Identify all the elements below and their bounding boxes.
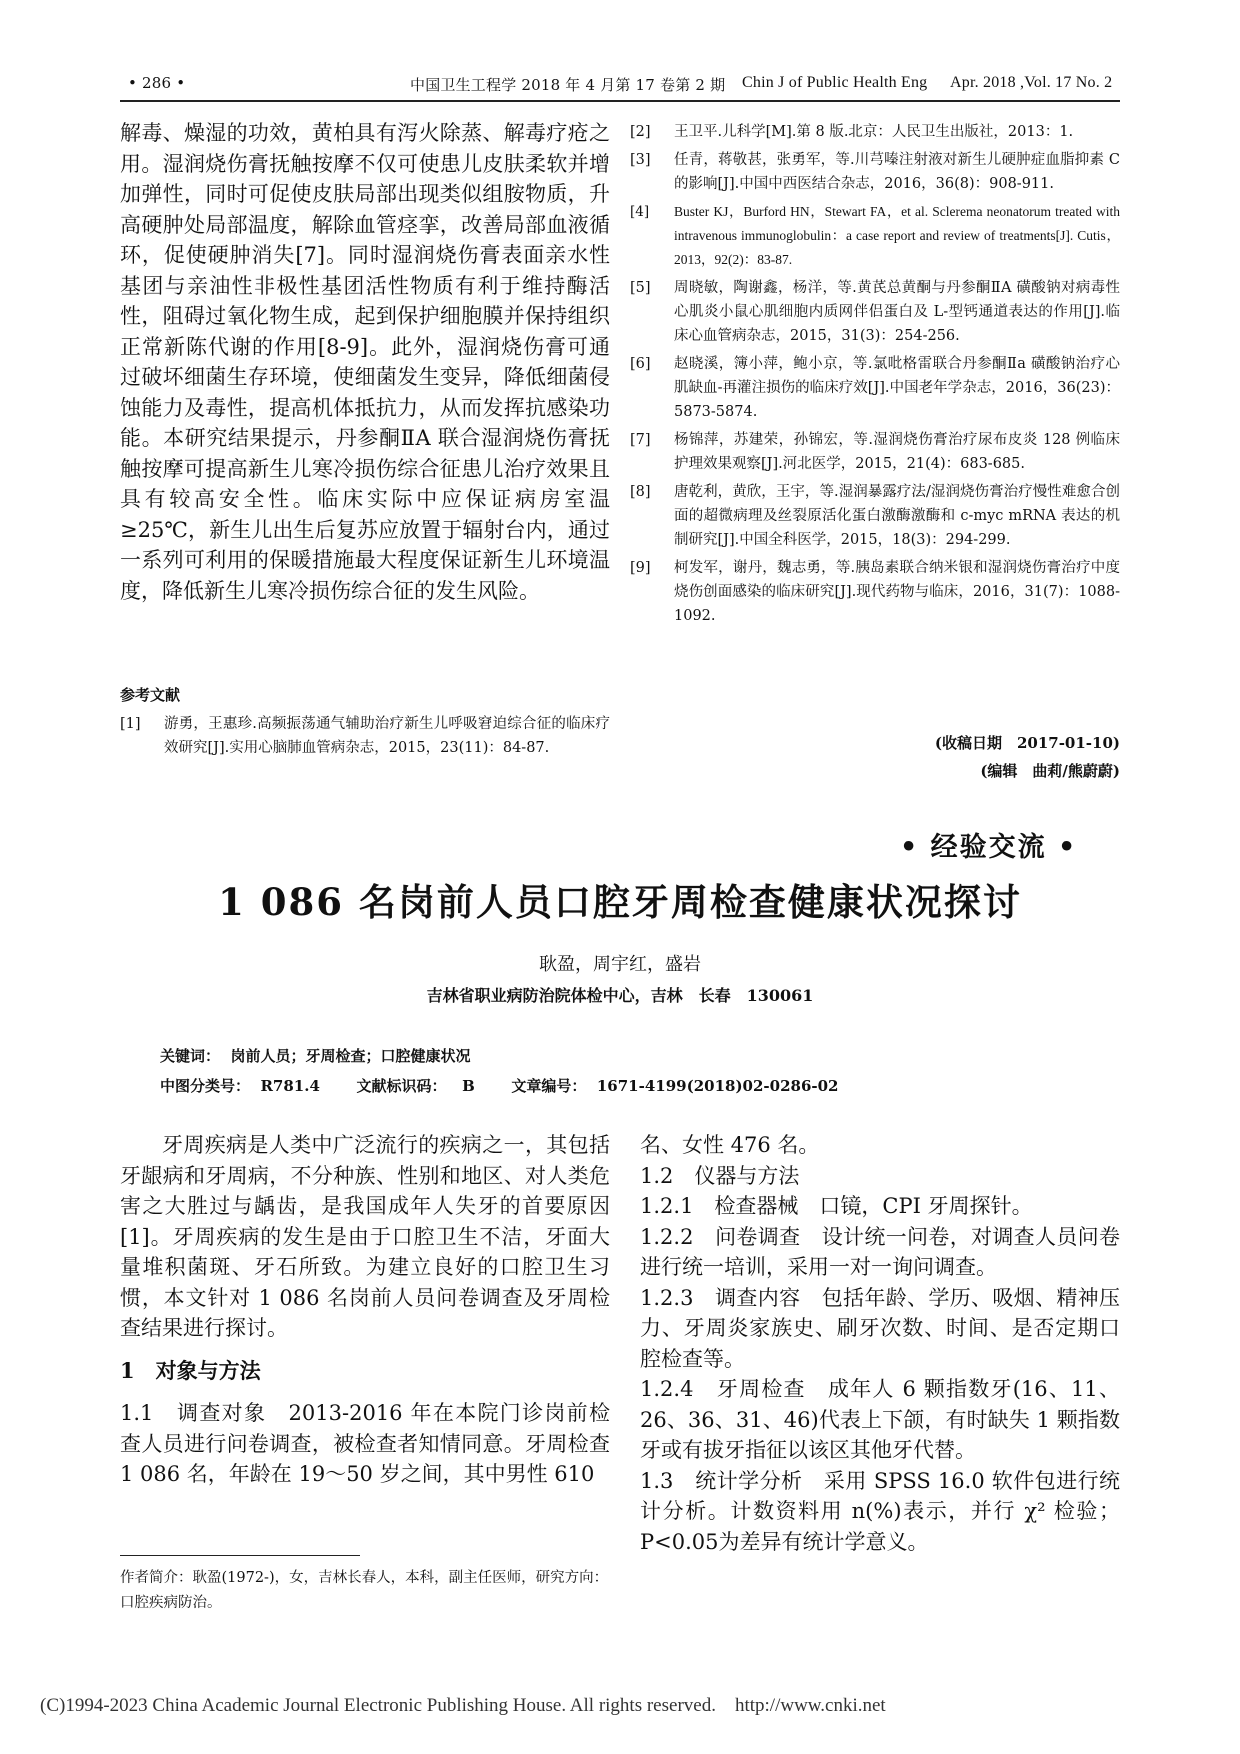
reference-number: [4] (630, 204, 650, 220)
reference-item (630, 120, 1120, 144)
article-left-column (120, 1130, 610, 1490)
footnote-rule (120, 1555, 360, 1556)
reference-item (120, 712, 610, 760)
journal-title-cn: 中国卫生工程学 2018 年 4 月第 17 卷第 2 期 (410, 76, 726, 94)
keywords-value: 岗前人员；牙周检查；口腔健康状况 (230, 1047, 471, 1065)
section-1-2-1: 1.2.1 检查器械 口镜，CPI 牙周探针。 (640, 1194, 1033, 1218)
reference-number: [7] (630, 432, 651, 448)
classification-line (160, 1075, 839, 1096)
intro-paragraph: 牙周疾病是人类中广泛流行的疾病之一，其包括牙龈病和牙周病，不分种族、性别和地区、对人类危害之大胜过与龋齿，是我国成年人失牙的首要原因[1]。牙周疾病的发生是由于口腔卫生不洁，牙面大量堆积菌斑、牙石所致。为建立良好的口腔卫生习惯，本文针对 1 086 名岗前人员问卷调查及牙周检查结果进行探讨。 (120, 1133, 610, 1340)
section-1-2: 1.2 仪器与方法 (640, 1163, 800, 1188)
reference-number: [1] (120, 716, 141, 732)
keywords-line (160, 1045, 470, 1066)
author-note: 作者简介：耿盈(1972-)，女，吉林长春人，本科，副主任医师，研究方向：口腔疾病防治。 (120, 1570, 609, 1611)
reference-number: [5] (630, 280, 651, 296)
reference-text: 周晓敏，陶谢鑫，杨洋，等.黄芪总黄酮与丹参酮ⅡA 磺酸钠对病毒性心肌炎小鼠心肌细胞内质网伴侣蛋白及 L-型钙通道表达的作用[J].临床心血管病杂志，2015，31(3)：254-256. (674, 280, 1120, 344)
doc-code-value: B (462, 1077, 475, 1095)
reference-number: [3] (630, 152, 651, 168)
clc-label: 中图分类号： (160, 1077, 251, 1095)
reference-list-right (630, 120, 1120, 632)
doc-code-label: 文献标识码： (356, 1077, 447, 1095)
reference-item (630, 556, 1120, 628)
section-1-2-4: 1.2.4 牙周检查 成年人 6 颗指数牙(16、11、26、36、31、46)代表上下颌，有时缺失 1 颗指数牙或有拔牙指征以该区其他牙代替。 (640, 1377, 1120, 1462)
reference-text: 游勇，王惠珍.高频振荡通气辅助治疗新生儿呼吸窘迫综合征的临床疗效研究[J].实用心脑肺血管病杂志，2015，23(11)：84-87. (164, 716, 610, 756)
reference-number: [9] (630, 560, 651, 576)
section-1-1: 1.1 调查对象 2013-2016 年在本院门诊岗前检查人员进行问卷调查，被检查者知情同意。牙周检查 1 086 名，年龄在 19～50 岁之间，其中男性 610 (120, 1401, 610, 1486)
header-rule (120, 100, 1120, 102)
reference-item (630, 276, 1120, 348)
reference-text: 任青，蒋敬甚，张勇军，等.川芎嗪注射液对新生儿硬肿症血脂抑素 C 的影响[J].中国中西医结合杂志，2016，36(8)：908-911. (674, 152, 1120, 192)
section-1-heading: 1 对象与方法 (120, 1357, 261, 1383)
section-1-2-2: 1.2.2 问卷调查 设计统一问卷，对调查人员问卷进行统一培训，采用一对一询问调查。 (640, 1224, 1120, 1279)
reference-item (630, 480, 1120, 552)
reference-number: [8] (630, 484, 651, 500)
article-no-label: 文章编号： (511, 1077, 587, 1095)
reference-number: [2] (630, 124, 651, 140)
article-no-value: 1671-4199(2018)02-0286-02 (596, 1077, 839, 1095)
section-1-1-continued: 名、女性 476 名。 (640, 1133, 820, 1157)
section-1-2-3: 1.2.3 调查内容 包括年龄、学历、吸烟、精神压力、牙周炎家族史、刷牙次数、时间、是否定期口腔检查等。 (640, 1285, 1120, 1371)
article-affiliation: 吉林省职业病防治院体检中心，吉林 长春 130061 (426, 986, 814, 1005)
journal-issue-en: Apr. 2018 ,Vol. 17 No. 2 (950, 74, 1113, 91)
reference-text: 王卫平.儿科学[M].第 8 版.北京：人民卫生出版社，2013：1. (674, 124, 1074, 140)
reference-text: 唐乾利，黄欣，王宇，等.湿润暴露疗法/湿润烧伤膏治疗慢性难愈合创面的超微病理及丝裂原活化蛋白激酶激酶和 c-myc mRNA 表达的机制研究[J].中国全科医学，2015，18(3)：294-299. (674, 484, 1120, 548)
reference-item (630, 148, 1120, 196)
reference-text: 柯发军，谢丹，魏志勇，等.胰岛素联合纳米银和湿润烧伤膏治疗中度烧伤创面感染的临床研究[J].现代药物与临床，2016，31(7)：1088-1092. (674, 560, 1120, 624)
section-tag: • 经验交流 • (900, 832, 1078, 863)
reference-text: Buster KJ，Burford HN，Stewart FA，et al. Sclerema neonatorum treated with intravenous immunoglobulin：a case report and review of treatments[J]. Cutis，2013，92(2)：83-87. (674, 204, 1120, 267)
reference-list-left (120, 712, 610, 764)
reference-item (630, 428, 1120, 476)
editor-line: (编辑 曲莉/熊蔚蔚) (980, 762, 1120, 780)
prev-article-left-column (120, 118, 610, 606)
clc-value: R781.4 (260, 1077, 320, 1095)
article-right-column (640, 1130, 1120, 1557)
prev-article-body: 解毒、燥湿的功效，黄柏具有泻火除蒸、解毒疗疮之用。湿润烧伤膏抚触按摩不仅可使患儿皮肤柔软并增加弹性，同时可促使皮肤局部出现类似组胺物质，升高硬肿处局部温度，解除血管痉挛，改善局部血液循环，促使硬肿消失[7]。同时湿润烧伤膏表面亲水性基团与亲油性非极性基团活性物质有利于维持酶活性，阻碍过氧化物生成，起到保护细胞膜并保持组织正常新陈代谢的作用[8-9]。此外，湿润烧伤膏可通过破坏细菌生存环境，使细菌发生变异，降低细菌侵蚀能力及毒性，提高机体抵抗力，从而发挥抗感染功能。本研究结果提示，丹参酮ⅡA 联合湿润烧伤膏抚触按摩可提高新生儿寒冷损伤综合征患儿治疗效果且具有较高安全性。临床实际中应保证病房室温≥25℃，新生儿出生后复苏应放置于辐射台内，通过一系列可利用的保暖措施最大程度保证新生儿环境温度，降低新生儿寒冷损伤综合征的发生风险。 (120, 121, 610, 603)
reference-text: 赵晓溪，簿小萍，鲍小京，等.氯吡格雷联合丹参酮Ⅱa 磺酸钠治疗心肌缺血-再灌注损伤的临床疗效[J].中国老年学杂志，2016，36(23)：5873-5874. (674, 356, 1120, 420)
reference-item (630, 200, 1120, 272)
journal-title-en: Chin J of Public Health Eng (742, 74, 928, 91)
reference-text: 杨锦萍，苏建荣，孙锦宏，等.湿润烧伤膏治疗尿布皮炎 128 例临床护理效果观察[J].河北医学，2015，21(4)：683-685. (674, 432, 1120, 472)
page-number: • 286 • (128, 74, 186, 92)
article-title: 1 086 名岗前人员口腔牙周检查健康状况探讨 (218, 880, 1022, 924)
reference-item (630, 352, 1120, 424)
section-1-3: 1.3 统计学分析 采用 SPSS 16.0 软件包进行统计分析。计数资料用 n(%)表示，并行 χ² 检验；P<0.05为差异有统计学意义。 (640, 1468, 1120, 1554)
reference-number: [6] (630, 356, 651, 372)
article-authors: 耿盈，周宇红，盛岩 (539, 954, 701, 975)
keywords-label: 关键词： (160, 1047, 221, 1065)
copyright-footer: (C)1994-2023 China Academic Journal Electronic Publishing House. All rights reserved. http://www.cnki.net (40, 1695, 886, 1716)
references-heading: 参考文献 (120, 686, 181, 704)
received-date: (收稿日期 2017-01-10) (934, 734, 1120, 752)
